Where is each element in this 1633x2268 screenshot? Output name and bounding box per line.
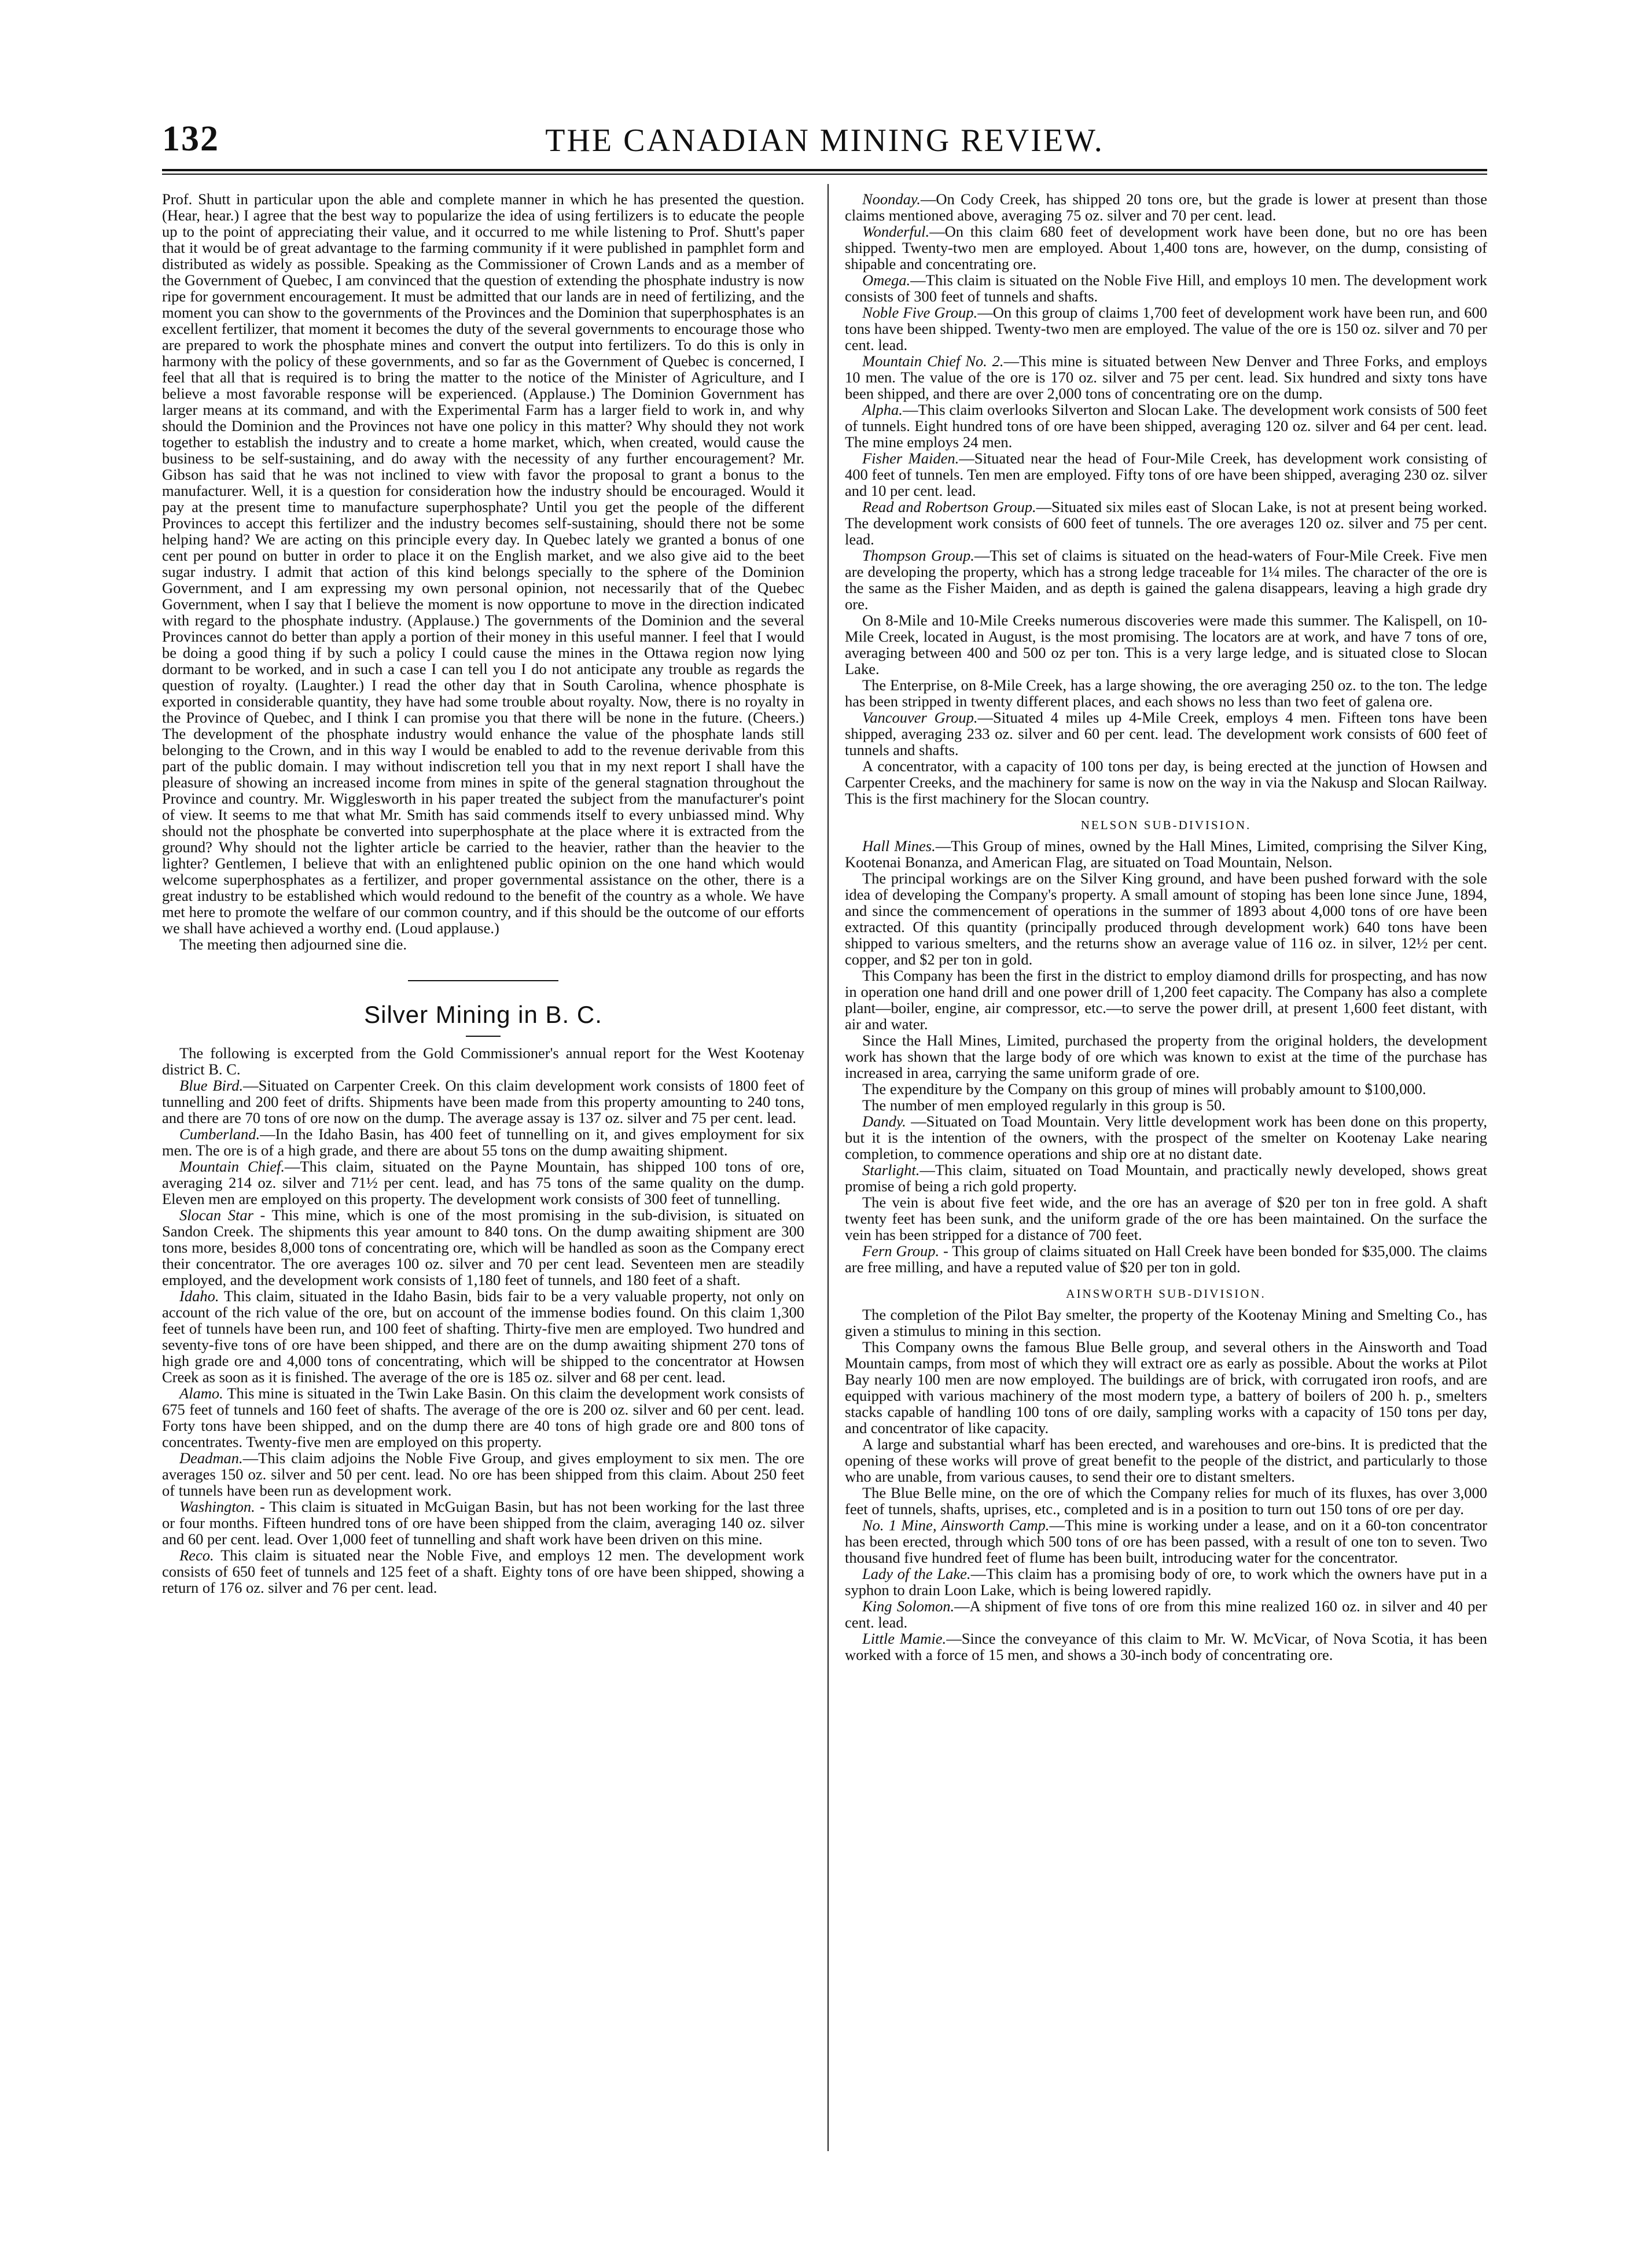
- claim-paragraph: [162, 1499, 804, 1547]
- claim-name: Mountain Chief.: [179, 1158, 285, 1175]
- claim-text: —This claim overlooks Silverton and Slocan Lake. The development work consists of 500 feet of tunnels. Eight hundred tons of ore have been shipped, averaging 120 oz. silver and 64 per cent. lead. The mine employs 24 men.: [845, 401, 1487, 451]
- claim-paragraph: [845, 402, 1487, 450]
- claim-name: Mountain Chief No. 2.: [862, 352, 1004, 370]
- claim-name: Blue Bird.: [179, 1077, 244, 1094]
- claim-paragraph: [845, 1162, 1487, 1194]
- speech-paragraph: Prof. Shutt in particular upon the able and complete manner in which he has presented the question. (Hear, hear.) I agree that the best way to popularize the idea of using fertilizers is to educate the people up to the point of appreciating their value, and it occurred to me while listening to Prof. Shutt's paper that it would be of great advantage to the farming community if it were published in pamphlet form and distributed as widely as possible. Speaking as the Commissioner of Crown Lands and as a member of the Government of Quebec, I am convinced that the question of extending the phosphate industry is now ripe for government encouragement. It must be admitted that our lands are in need of fertilizing, and the moment you can show to the governments of the Provinces and the Dominion that superphosphates is an excellent fertilizer, that moment it becomes the duty of the several governments to encourage those who are prepared to work the phosphate mines and convert the output into fertilizers. To do this is only in harmony with the policy of these governments, and so far as the Government of Quebec is concerned, I feel that all that is required is to bring the matter to the notice of the Minister of Agriculture, and I believe a most favorable response will be experienced. (Applause.) The Dominion Government has larger means at its command, and with the Experimental Farm has a larger field to work in, and why should the Dominion and the Provinces not have one policy in this matter? Why should they not work together to establish the industry and to create a home market, which, when created, would cause the business to be self-sustaining, and do away with the necessity of any further encouragement? Mr. Gibson has said that he was not inclined to view with favor the proposal to grant a bonus to the manufacturer. Well, it is a question for consideration how the industry should be encouraged. Would it pay at the present time to manufacture superphosphate? Until you get the people of the different Provinces to accept this fertilizer and the industry becomes self-sustaining, should there not be some helping hand? We are acting on this principle every day. In Quebec lately we granted a bonus of one cent per pound on butter in order to place it on the English market, and we also give aid to the beet sugar industry. I admit that action of this kind belongs specially to the sphere of the Dominion Government, and I am expressing my own personal opinion, not necessarily that of the Quebec Government, when I say that I believe the moment is now opportune to move in the direction indicated with regard to the phosphate industry. (Applause.) The governments of the Dominion and the several Provinces cannot do better than apply a portion of their money in this useful manner. I feel that I would be doing a good thing if by such a policy I could cause the mines in the Ottawa region now lying dormant to be worked, and in such a case I can tell you I do not anticipate any trouble as regards the question of royalty. (Laughter.) I read the other day that in South Carolina, whence phosphate is exported in considerable quantity, they have had some trouble about royalty. Now, there is no royalty in the Province of Quebec, and I think I can promise you that there will be none in the future. (Cheers.) The development of the phosphate industry would enhance the value of the phosphate lands still belonging to the Crown, and in this way I would be enabled to add to the revenue derivable from this part of the public domain. I may without indiscretion tell you that in my next report I shall have the pleasure of showing an increased income from mines in spite of the general stagnation throughout the Province and country. Mr. Wigglesworth in his paper treated the subject from the manufacturer's point of view. It seems to me that what Mr. Smith has said commends itself to every unbiassed mind. Why should not the phosphate be converted into superphosphate at the place where it is extracted from the ground? Why should not the lighter article be carried to the heavier, rather than the heavier to the lighter? Gentlemen, I believe that with an enlightened public opinion on the one hand which would welcome superphosphates as a fertilizer, and proper governmental assistance on the other, there is a great industry to be established which would redound to the benefit of the country as a whole. We have met here to promote the welfare of our common country, and if this should be the outcome of our efforts we shall have achieved a worthy end. (Loud applause.): [162, 190, 804, 937]
- claim-paragraph: [845, 1598, 1487, 1630]
- claim-name: Washington.: [179, 1498, 255, 1515]
- body-paragraph: Since the Hall Mines, Limited, purchased the property from the original holders, the development work has shown that the large body of ore which was known to exist at the time of the purchase has increased in area, carrying the same uniform grade of ore.: [845, 1032, 1487, 1081]
- body-paragraph: This Company has been the first in the district to employ diamond drills for prospecting, and has now in operation one hand drill and one power drill of 1,200 feet capacity. The Company has also a complete plant—boiler, engine, air compressor, etc.—to serve the power drill, at present 1,600 feet distant, with air and water.: [845, 967, 1487, 1033]
- claim-paragraph: [845, 223, 1487, 272]
- claim-paragraph: [162, 1547, 804, 1596]
- claim-text: —Situated six miles east of Slocan Lake, is not at present being worked. The development work consists of 600 feet of tunnels. The ore averages 120 oz. silver and 75 per cent. lead.: [845, 498, 1487, 548]
- claim-name: Idaho.: [179, 1287, 219, 1305]
- claim-text: - This group of claims situated on Hall Creek have been bonded for $35,000. The claims are free milling, and have a reputed value of $20 per ton in gold.: [845, 1242, 1487, 1276]
- body-paragraph: A concentrator, with a capacity of 100 tons per day, is being erected at the junction of Howsen and Carpenter Creeks, and the machinery for same is now on the way in via the Nakusp and Slocan Railway. This is the first machinery for the Slocan country.: [845, 757, 1487, 807]
- column-divider: [827, 184, 829, 2151]
- claim-paragraph: [845, 191, 1487, 223]
- article-divider: [408, 980, 558, 981]
- left-column: [162, 191, 804, 1596]
- body-paragraph: The Enterprise, on 8-Mile Creek, has a large showing, the ore averaging 250 oz. to the ton. The ledge has been stripped in twenty different places, and each shows no less than two feet of galena ore.: [845, 676, 1487, 710]
- claim-paragraph: [845, 1517, 1487, 1566]
- claim-text: - This mine, which is one of the most promising in the sub-division, is situated on Sandon Creek. The shipments this year amount to 840 tons. On the dump awaiting shipment are 300 tons more, besides 8,000 tons of concentrating ore, which will be handled as soon as the Company erect their concentrator. The ore averages 100 oz. silver and 70 per cent lead. Seventeen men are steadily employed, and the development work consists of 1,180 feet of tunnels, and 180 feet of a shaft.: [162, 1206, 804, 1288]
- body-paragraph: This Company owns the famous Blue Belle group, and several others in the Ainsworth and Toad Mountain camps, from most of which they will extract ore as early as possible. About the works at Pilot Bay nearly 100 men are now employed. The buildings are of brick, with corrugated iron roofs, and are equipped with various machinery of the most modern type, a battery of boilers of 200 h. p., smelters stacks capable of handling 100 tons of ore daily, sampling works with a capacity of 150 tons per day, and concentrator of like capacity.: [845, 1338, 1487, 1437]
- claim-text: —On Cody Creek, has shipped 20 tons ore, but the grade is lower at present than those claims mentioned above, averaging 75 oz. silver and 70 per cent. lead.: [845, 190, 1487, 224]
- claim-name: Fern Group.: [862, 1242, 940, 1260]
- claim-paragraph: [162, 1158, 804, 1207]
- claim-text: —Situated near the head of Four-Mile Creek, has development work consisting of 400 feet of tunnels. Ten men are employed. Fifty tons of ore have been shipped, averaging 230 oz. silver and 10 per cent. lead.: [845, 450, 1487, 499]
- claim-paragraph: [845, 1243, 1487, 1275]
- claim-name: Read and Robertson Group.: [862, 498, 1036, 516]
- claim-text: —This claim, situated on the Payne Mountain, has shipped 100 tons of ore, averaging 214 oz. silver and 71½ per cent. lead, and has 75 tons of the same quality on the dump. Eleven men are employed on this property. The development work consists of 300 feet of tunnelling.: [162, 1158, 804, 1207]
- claim-name: Alpha.: [862, 401, 903, 418]
- claim-text: - This claim is situated in McGuigan Basin, but has not been working for the last three or four months. Fifteen hundred tons of ore have been shipped from the claim, averaging 140 oz. silver and 60 per cent. lead. Over 1,000 feet of tunnelling and shaft work have been driven on this mine.: [162, 1498, 804, 1548]
- claim-paragraph: [845, 709, 1487, 758]
- claim-paragraph: [162, 1077, 804, 1126]
- claim-name: Slocan Star: [179, 1206, 253, 1224]
- claim-text: —This mine is situated between New Denver and Three Forks, and employs 10 men. The value of the ore is 170 oz. silver and 75 per cent. lead. Six hundred and sixty tons have been shipped, and there are over 2,000 tons of concentrating ore on the dump.: [845, 352, 1487, 402]
- section-heading-nelson: NELSON SUB-DIVISION.: [1080, 818, 1252, 832]
- claim-text: —Since the conveyance of this claim to Mr. W. McVicar, of Nova Scotia, it has been worked with a force of 15 men, and shows a 30-inch body of concentrating ore.: [845, 1630, 1487, 1663]
- claim-paragraph: [845, 450, 1487, 499]
- claim-paragraph: [162, 1126, 804, 1158]
- title-underline: [466, 1036, 501, 1037]
- claim-paragraph: [162, 1288, 804, 1385]
- claim-name: Reco.: [179, 1547, 214, 1564]
- body-paragraph: The principal workings are on the Silver King ground, and have been pushed forward with the sole idea of developing the Company's property. A small amount of stoping has been lone since June, 1894, and since the commencement of operations in the summer of 1893 about 4,000 tons of ore have been extracted. Of this quantity (principally produced through development work) 640 tons have been shipped to various smelters, and the returns show an average value of 116 oz. in silver, 12½ per cent. copper, and $2 per ton in gold.: [845, 870, 1487, 968]
- claim-name: Deadman.: [179, 1449, 243, 1467]
- claim-paragraph: [845, 272, 1487, 304]
- claim-text: This claim is situated near the Noble Five, and employs 12 men. The development work consists of 650 feet of tunnels and 125 feet of a shaft. Eighty tons of ore have been shipped, showing a return of 176 oz. silver and 76 per cent. lead.: [162, 1547, 804, 1596]
- claim-paragraph: [845, 353, 1487, 402]
- claim-text: —This claim has a promising body of ore, to work which the owners have put in a syphon to drain Loon Lake, which is being lowered rapidly.: [845, 1565, 1487, 1599]
- claim-name: Noonday.: [862, 190, 921, 208]
- right-column: [845, 191, 1487, 1663]
- claim-name: King Solomon.: [862, 1597, 955, 1615]
- claim-name: No. 1 Mine, Ainsworth Camp.: [862, 1516, 1050, 1534]
- header-rule-thin: [162, 174, 1487, 175]
- article-title: Silver Mining in B. C.: [364, 1001, 602, 1028]
- claim-text: —This mine is working under a lease, and on it a 60-ton concentrator has been erected, through which 500 tons of ore has been passed, with a result of one ton to seven. Two thousand five hundred feet of flume has been built, introducing water for the concentrator.: [845, 1516, 1487, 1566]
- claim-text: —Situated on Toad Mountain. Very little development work has been done on this property, but it is the intention of the owners, with the prospect of the smelter on Kootenay Lake nearing completion, to commence operations and ship ore at no distant date.: [845, 1113, 1487, 1162]
- body-paragraph: The vein is about five feet wide, and the ore has an average of $20 per ton in free gold. A shaft twenty feet has been sunk, and the uniform grade of the ore has been maintained. On the surface the vein has been stripped for a distance of 700 feet.: [845, 1194, 1487, 1243]
- body-paragraph: The completion of the Pilot Bay smelter, the property of the Kootenay Mining and Smelting Co., has given a stimulus to mining in this section.: [845, 1306, 1487, 1339]
- body-paragraph: The expenditure by the Company on this group of mines will probably amount to $100,000.: [862, 1080, 1426, 1098]
- claim-text: This claim, situated in the Idaho Basin, bids fair to be a very valuable property, not only on account of the rich value of the ore, but on account of the immense bodies found. On this claim 1,300 feet of tunnels have been run, and 100 feet of shafting. Thirty-five men are employed. Two hundred and seventy-five tons of ore have been shipped, and there are on the dump awaiting shipment 270 tons of high grade ore and 4,000 tons of concentrating, which will be shipped to the concentrator at Howsen Creek as soon as it is finished. The average of the ore is 185 oz. silver and 68 per cent. lead.: [162, 1287, 804, 1386]
- claim-name: Wonderful.: [862, 223, 930, 240]
- claim-name: Fisher Maiden.: [862, 450, 959, 467]
- claim-name: Thompson Group.: [862, 547, 974, 564]
- claim-name: Cumberland.: [179, 1125, 260, 1143]
- claim-name: Dandy.: [862, 1113, 906, 1130]
- claim-text: —This claim, situated on Toad Mountain, and practically newly developed, shows great promise of being a rich gold property.: [845, 1161, 1487, 1195]
- claim-name: Alamo.: [179, 1385, 223, 1402]
- claim-text: —A shipment of five tons of ore from this mine realized 160 oz. in silver and 40 per cent. lead.: [845, 1597, 1487, 1631]
- claim-text: —This set of claims is situated on the head-waters of Four-Mile Creek. Five men are developing the property, which has a strong ledge traceable for 1¼ miles. The character of the ore is the same as the Fisher Maiden, and as depth is gained the galena disappears, leaving a high grade dry ore.: [845, 547, 1487, 613]
- claim-text: —This claim is situated on the Noble Five Hill, and employs 10 men. The development work consists of 300 feet of tunnels and shafts.: [845, 271, 1487, 305]
- body-paragraph: On 8-Mile and 10-Mile Creeks numerous discoveries were made this summer. The Kalispell, on 10-Mile Creek, located in August, is the most promising. The locators are at work, and have 7 tons of ore, averaging between 400 and 500 oz per ton. This is a very large ledge, and is situated close to Slocan Lake.: [845, 612, 1487, 678]
- claim-text: —Situated on Carpenter Creek. On this claim development work consists of 1800 feet of tunnelling and 200 feet of drifts. Shipments have been made from this property amounting to 240 tons, and there are 70 tons of ore now on the dump. The average assay is 137 oz. silver and 75 per cent. lead.: [162, 1077, 804, 1126]
- journal-title: THE CANADIAN MINING REVIEW.: [545, 123, 1104, 159]
- intro-paragraph: The following is excerpted from the Gold Commissioner's annual report for the West Kootenay district B. C.: [162, 1044, 804, 1078]
- page-header: [162, 119, 1487, 171]
- claim-paragraph: [162, 1385, 804, 1450]
- claim-paragraph: [845, 499, 1487, 547]
- claim-name: Starlight.: [862, 1161, 920, 1179]
- claim-name: Omega.: [862, 271, 911, 289]
- claim-text: This mine is situated in the Twin Lake Basin. On this claim the development work consists of 675 feet of tunnels and 160 feet of shafts. The average of the ore is 200 oz. silver and 60 per cent. lead. Forty tons have been shipped, and on the dump there are 40 tons of high grade ore and 800 tons of concentrates. Twenty-five men are employed on this property.: [162, 1385, 804, 1450]
- claim-paragraph: [845, 1630, 1487, 1663]
- body-paragraph: The Blue Belle mine, on the ore of which the Company relies for much of its fluxes, has over 3,000 feet of tunnels, shafts, uprises, etc., completed and is in a position to turn out 150 tons of ore per day.: [845, 1484, 1487, 1518]
- section-heading-ainsworth: AINSWORTH SUB-DIVISION.: [1066, 1287, 1266, 1301]
- claim-text: —This Group of mines, owned by the Hall Mines, Limited, comprising the Silver King, Kootenai Bonanza, and American Flag, are situated on Toad Mountain, Nelson.: [845, 837, 1488, 871]
- claim-text: —This claim adjoins the Noble Five Group, and gives employment to six men. The ore averages 150 oz. silver and 50 per cent. lead. No ore has been shipped from this claim. About 250 feet of tunnels have been run as development work.: [162, 1449, 804, 1499]
- claim-paragraph: [845, 1566, 1487, 1598]
- claim-name: Hall Mines.: [862, 837, 936, 855]
- claim-name: Little Mamie.: [862, 1630, 947, 1647]
- claim-text: —In the Idaho Basin, has 400 feet of tunnelling on it, and gives employment for six men. The ore is of a high grade, and there are about 55 tons on the dump awaiting shipment.: [162, 1125, 804, 1159]
- claim-text: —Situated 4 miles up 4-Mile Creek, employs 4 men. Fifteen tons have been shipped, averaging 233 oz. silver and 60 per cent. lead. The development work consists of 600 feet of tunnels and shafts.: [845, 709, 1487, 759]
- claim-paragraph: [845, 547, 1487, 612]
- claim-paragraph: [845, 838, 1487, 870]
- claim-paragraph: [845, 1113, 1487, 1162]
- body-paragraph: A large and substantial wharf has been erected, and warehouses and ore-bins. It is predicted that the opening of these works will prove of great benefit to the people of the district, and particularly to those who are unable, from various causes, to send their ore to distant smelters.: [845, 1435, 1487, 1485]
- claim-text: —On this claim 680 feet of development work have been done, but no ore has been shipped. Twenty-two men are employed. About 1,400 tons are, however, on the dump, consisting of shipable and concentrating ore.: [845, 223, 1487, 273]
- header-rule: [162, 169, 1487, 171]
- claim-name: Noble Five Group.: [862, 304, 978, 321]
- claim-paragraph: [162, 1207, 804, 1288]
- adjournment-paragraph: The meeting then adjourned sine die.: [179, 936, 407, 953]
- claim-text: —On this group of claims 1,700 feet of development work have been run, and 600 tons have been shipped. Twenty-two men are employed. The value of the ore is 150 oz. silver and 70 per cent. lead.: [845, 304, 1487, 354]
- claim-name: Lady of the Lake.: [862, 1565, 971, 1582]
- claim-name: Vancouver Group.: [862, 709, 978, 726]
- claim-paragraph: [845, 304, 1487, 353]
- claim-paragraph: [162, 1450, 804, 1499]
- page-number: 132: [162, 119, 219, 159]
- body-paragraph: The number of men employed regularly in this group is 50.: [862, 1096, 1226, 1114]
